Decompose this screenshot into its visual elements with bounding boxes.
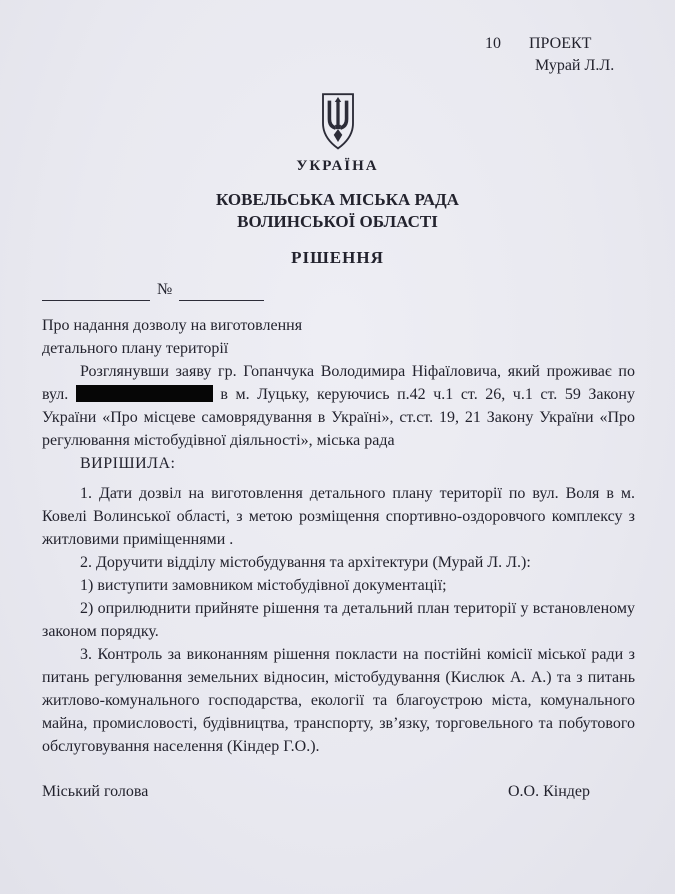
council-name: [0, 189, 675, 233]
date-number-line: [42, 281, 635, 301]
subject-block: [42, 314, 635, 360]
country-label: УКРАЇНА: [296, 158, 379, 174]
signature-name: О.О. Кіндер: [507, 783, 590, 800]
resolution-items: [42, 482, 635, 758]
project-author: Мурай Л.Л.: [535, 57, 615, 74]
page-number: 10: [485, 35, 501, 52]
resolution-item-2: 2. Доручити відділу містобудування та архітектури (Мурай Л. Л.):: [80, 554, 531, 571]
council-name-line1: КОВЕЛЬСЬКА МІСЬКА РАДА: [216, 190, 459, 209]
preamble-text-after: в м. Луцьку, керуючись п.42 ч.1 ст. 26, ч.1 ст. 59 Закону України «Про місцеве самоврядування в Україні», ст.ст. 19, 21 Закону України «Про регулювання містобудівної діяльності», міська рада: [42, 386, 635, 449]
date-blank-line: [42, 285, 150, 301]
resolution-item-1: 1. Дати дозвіл на виготовлення детального плану території по вул. Воля в м. Ковелі Волинської області, з метою розміщення спортивно-оздоровчого комплексу з житловими приміщеннями .: [42, 485, 635, 548]
number-blank-line: [179, 285, 264, 301]
resolution-item-2-sub-2: 2) оприлюднити прийняте рішення та детальний план території у встановленому законом порядку.: [42, 600, 635, 640]
redaction-bar: [76, 385, 213, 402]
state-emblem-block: [258, 92, 418, 178]
project-label: ПРОЕКТ: [529, 35, 592, 52]
subject-line1: Про надання дозволу на виготовлення: [42, 317, 303, 334]
council-name-line2: ВОЛИНСЬКОЇ ОБЛАСТІ: [237, 212, 438, 231]
corner-annotation: [485, 33, 614, 77]
document-type-title: РІШЕННЯ: [291, 248, 384, 267]
resolution-heading: ВИРІШИЛА:: [80, 455, 176, 472]
signature-title: Міський голова: [42, 783, 149, 800]
number-sign: №: [157, 281, 173, 298]
subject-line2: детального плану території: [42, 340, 229, 357]
document-body: [0, 281, 675, 803]
resolution-item-2-sub-1: 1) виступити замовником містобудівної документації;: [80, 577, 447, 594]
tryzub-icon: [313, 92, 363, 152]
resolution-item-3: 3. Контроль за виконанням рішення покласти на постійні комісії міської ради з питань регулювання земельних відносин, містобудування (Кислюк А. А.) та з питань житлово-комунального господарства, екології та благоустрою міста, комунального майна, промисловості, будівництва, транспорту, зв’язку, торговельного та побутового обслуговування населення (Кіндер Г.О.).: [42, 646, 635, 755]
preamble-text-before: Розглянувши заяву гр. Гопанчука Володимира Ніфаїловича, який проживає по вул.: [42, 363, 635, 403]
corner-row-project: [485, 33, 614, 55]
preamble-paragraph: [42, 360, 635, 452]
signature-row: [42, 780, 635, 803]
